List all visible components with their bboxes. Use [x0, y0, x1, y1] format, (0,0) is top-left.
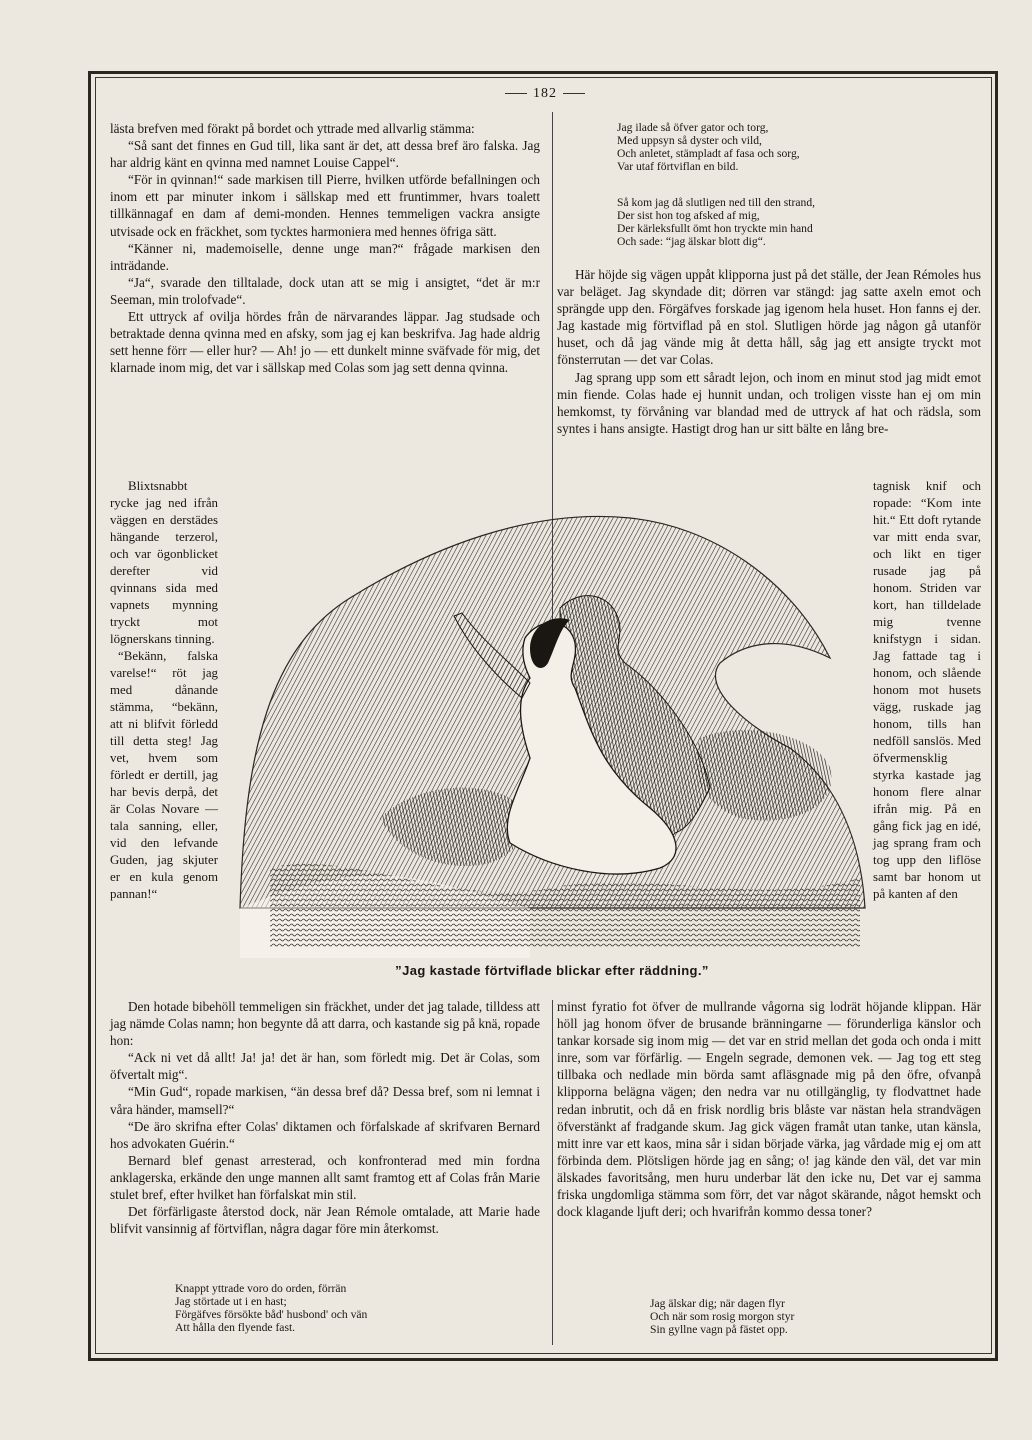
- right-verse-3: [650, 1297, 794, 1336]
- verse-line: Knappt yttrade voro do orden, förrän: [175, 1282, 347, 1295]
- paragraph: lästa brefven med förakt på bordet och yttrade med allvarlig stämma:: [110, 121, 475, 136]
- paragraph: Blixtsnabbt rycke jag ned ifrån väggen en derstädes hängande terzerol, och var ögonblicket derefter vid qvinnans sida med vapnets mynning tryckt mot lögnerskans tinning.: [110, 479, 218, 646]
- verse-line: Så kom jag då slutligen ned till den strand,: [617, 196, 816, 209]
- verse-line: Sin gyllne vagn på fästet opp.: [650, 1323, 788, 1336]
- paragraph: tagnisk knif och ropade: “Kom inte hit.“ Ett doft rytande var mitt enda svar, och likt en tiger rusade jag på honom. Striden var kort, han tilldelade mig tvenne knifstygn i sidan. Jag fattade tag i honom, och slående honom mot husets vägg, ruskade jag honom, tills han nedföll sanslös. Med öfvermensklig styrka kastade jag honom flere alnar ifrån mig. På en gång fick jag en idé, jag sprang fram och tog upp den liflöse samt bar honom ut på kanten af den: [873, 479, 981, 901]
- paragraph: “De äro skrifna efter Colas' diktamen och förfalskade af skrifvaren Bernard hos advokaten Guérin.“: [110, 1118, 540, 1151]
- verse-line: Förgäfves försökte båd' husbond' och vän: [175, 1308, 368, 1321]
- paragraph: “För in qvinnan!“ sade markisen till Pierre, hvilken utförde befallningen och inom ett par minuter inkom i sällskap med ett fruntimmer, hvars toalett tillkännagaf en dam af demi-monden. Hennes temmeligen vackra ansigte utvisade ock en fräckhet, som tycktes harmoniera med hennes öfriga sätt.: [110, 172, 540, 239]
- paragraph: Ett uttryck af ovilja hördes från de närvarandes läppar. Jag studsade och betraktade denna qvinna med en afsky, som jag ej kan beskrifva. Jag hade aldrig sett henne förr — eller hur? — Ah! jo — ett dunkelt minne sväfvade för mig, det klarnade inom mig, det var i sällskap med Colas som jag sett denna qvinna.: [110, 309, 540, 376]
- verse-line: Der sist hon tog afsked af mig,: [617, 209, 760, 222]
- verse-line: Der kärleksfullt ömt hon tryckte min hand: [617, 222, 813, 235]
- page-number: 182: [490, 86, 600, 102]
- verse-line: Och sade: “jag älskar blott dig“.: [617, 235, 766, 248]
- illustration-caption: ”Jag kastade förtviflade blickar efter räddning.”: [395, 963, 709, 978]
- paragraph: “Bekänn, falska varelse!“ röt jag med dånande stämma, “bekänn, att ni blifvit förledd till detta steg! Jag vet, hvem som förledt er dertill, jag har bevis derpå, det är Colas Novare — tala sanning, eller, vid den lefvande Guden, jag skjuter er en kula genom pannan!“: [110, 649, 218, 901]
- left-column-bottom: [110, 998, 540, 1237]
- right-narrow-column: [873, 478, 981, 903]
- verse-line: Att hålla den flyende fast.: [175, 1321, 296, 1334]
- engraving-illustration: [230, 488, 870, 958]
- left-column-top: [110, 120, 540, 376]
- paragraph: Bernard blef genast arresterad, och konfronterad med min fordna anklagerska, erkände den unge mannen allt samt framtog ett af Colas från Marie stulet bref, efter hvilket han förfalskat min stil.: [110, 1152, 540, 1203]
- verse-line: Och anletet, stämpladt af fasa och sorg,: [617, 147, 800, 160]
- verse-line: Var utaf förtviflan en bild.: [617, 160, 739, 173]
- column-rule-bottom: [552, 1000, 553, 1345]
- paragraph: minst fyratio fot öfver de mullrande vågorna sig lodrät höjande klippan. Här höll jag honom öfver de brusande bränningarne — förunderliga känslor och tankar korsade sig inom mig — det var en strid mellan det goda och onda i mitt inre, som var förfärlig. — Engeln segrade, demonen vek. — Jag tog ett steg tillbaka och nedlade min börda samt afläsgnade mig på den öfre, ofvanpå klipporna belägna vägen; den nedra var nu otillgänglig, ty flodvattnet hade redan inbrutit, och då en frisk nordlig bris blåste var nästan hela strandvägen öfverstänkt af fradgande skum. Jag gick vägen framåt utan tanke, utan känsla, mitt inre var ett kaos, mina sår i sidan började värka, jag vårdade mig ej om att förbinda dem. Plötsligen hörde jag en sång; o! jag kände den väl, det var min älskades favoritsång, men huru underbar lät den icke nu, Det var ej samma friska ungdomliga stämma som förr, det var något skärande, något hemskt och dock klagande ljuft deri; och hvarifrån kommo dessa toner?: [557, 999, 981, 1220]
- paragraph: Den hotade bibehöll temmeligen sin fräckhet, under det jag talade, tilldess att jag nämde Colas namn; hon begynte då att darra, och kastande sig på knä, ropade hon:: [110, 999, 540, 1049]
- left-verse: [175, 1282, 367, 1334]
- paragraph: “Ja“, svarade den tilltalade, dock utan att se mig i ansigtet, “det är m:r Seeman, min trolofvade“.: [110, 274, 540, 307]
- right-verse-2: [617, 196, 815, 248]
- paragraph: “Ack ni vet då allt! Ja! ja! det är han, som förledt mig. Det är Colas, som öfvertalt mig“.: [110, 1050, 540, 1083]
- verse-line: Och när som rosig morgon styr: [650, 1310, 795, 1323]
- verse-line: Med uppsyn så dyster och vild,: [617, 134, 762, 147]
- paragraph: Jag sprang upp som ett såradt lejon, och inom en minut stod jag midt emot min fiende. Colas hade ej hunnit undan, och troligen visste han ej om min hemkomst, ty förvåning var blandad med de uttryck af hat och rädsla, som syntes i hans ansigte. Hastigt drog han ur sitt bälte en lång bre-: [557, 369, 981, 436]
- paragraph: Här höjde sig vägen uppåt klipporna just på det ställe, der Jean Rémoles hus var beläget. Jag skyndade dit; dörren var stängd: jag satte axeln emot och sprängde upp den. Förgäfves forskade jag igenom hela huset. Hon fanns ej der. Jag kastade mig förtviflad på en stol. Slutligen hörde jag någon gå utanför huset, och då jag vände mig åt detta håll, såg jag ett ansigte tryckt mot fönsterrutan — det var Colas.: [557, 267, 981, 368]
- paragraph: “Känner ni, mademoiselle, denne unge man?“ frågade markisen den inträdande.: [110, 240, 540, 273]
- verse-line: Jag ilade så öfver gator och torg,: [617, 121, 769, 134]
- right-verse-1: [617, 121, 800, 173]
- verse-line: Jag störtade ut i en hast;: [175, 1295, 287, 1308]
- paragraph: “Så sant det finnes en Gud till, lika sant är det, att dessa bref äro falska. Jag har aldrig känt en qvinna med namnet Louise Cappel“.: [110, 138, 540, 171]
- right-column-top: [557, 266, 981, 437]
- right-column-bottom: [557, 998, 981, 1220]
- left-narrow-column: [110, 478, 218, 903]
- paragraph: Det förfärligaste återstod dock, när Jean Rémole omtalade, att Marie hade blifvit vansinnig af förtviflan, några dagar före min återkomst.: [110, 1204, 540, 1237]
- paragraph: “Min Gud“, ropade markisen, “än dessa bref då? Dessa bref, som ni lemnat i våra händer, mamsell?“: [110, 1084, 540, 1117]
- verse-line: Jag älskar dig; när dagen flyr: [650, 1297, 785, 1310]
